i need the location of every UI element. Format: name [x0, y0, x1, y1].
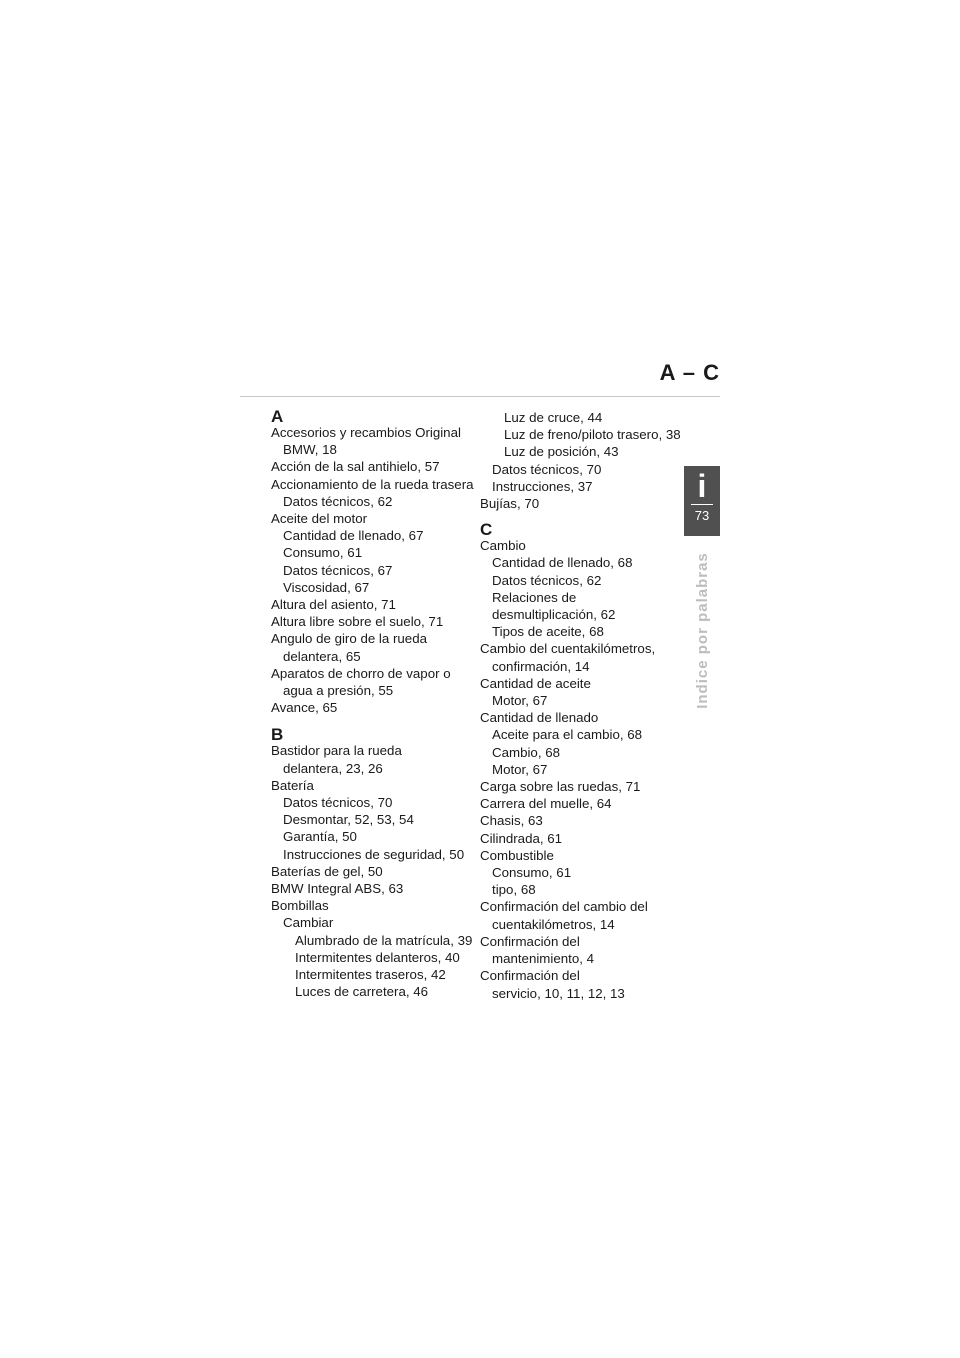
index-subentry: Relaciones de: [492, 589, 577, 605]
index-subentry: Cambiar: [283, 915, 334, 931]
index-subentry: Tipos de aceite, 68: [492, 624, 604, 640]
index-entry: BMW Integral ABS, 63: [271, 881, 404, 897]
index-subentry: mantenimiento, 4: [492, 951, 594, 967]
index-subentry: BMW, 18: [283, 442, 337, 458]
index-subentry: delantera, 65: [283, 648, 361, 664]
index-subentry: Datos técnicos, 70: [283, 795, 393, 811]
index-subentry: Viscosidad, 67: [283, 579, 370, 595]
index-subentry: Desmontar, 52, 53, 54: [283, 812, 414, 828]
index-column-right: [480, 409, 690, 1002]
index-subentry: Luz de freno/piloto trasero, 38: [504, 427, 681, 443]
index-entry: Aceite del motor: [271, 511, 368, 527]
index-subentry: Intermitentes delanteros, 40: [295, 949, 460, 965]
index-subentry: Luces de carretera, 46: [295, 984, 429, 1000]
index-letter-heading: A: [271, 407, 284, 426]
section-label-text: Indice por palabras: [693, 551, 711, 709]
index-entry: Cilindrada, 61: [480, 830, 563, 846]
index-letter-heading: C: [480, 520, 493, 540]
index-entry: Angulo de giro de la rueda: [271, 631, 427, 647]
index-subentry: servicio, 10, 11, 12, 13: [492, 985, 625, 1001]
index-subentry: Datos técnicos, 62: [492, 572, 602, 588]
index-entry: Carrera del muelle, 64: [480, 796, 612, 812]
index-subentry: Aceite para el cambio, 68: [492, 727, 643, 743]
index-entry: Batería: [271, 777, 314, 793]
index-subentry: Instrucciones, 37: [492, 478, 593, 494]
info-icon: i: [697, 468, 707, 504]
index-subentry: delantera, 23, 26: [283, 760, 383, 776]
index-subentry: Luz de posición, 43: [504, 444, 619, 460]
index-subentry: Intermitentes traseros, 42: [295, 967, 446, 983]
index-subentry: cuentakilómetros, 14: [492, 916, 615, 932]
index-column-left: [271, 409, 475, 1001]
index-subentry: agua a presión, 55: [283, 683, 394, 699]
index-entry: Acción de la sal antihielo, 57: [271, 459, 440, 475]
page-title: A – C: [659, 360, 720, 385]
index-subentry: Consumo, 61: [492, 865, 572, 881]
index-entry: Accesorios y recambios Original: [271, 425, 461, 440]
index-subentry: Consumo, 61: [283, 545, 363, 561]
index-subentry: confirmación, 14: [492, 658, 590, 674]
index-entry: Altura del asiento, 71: [271, 597, 396, 613]
index-subentry: Datos técnicos, 70: [492, 461, 602, 477]
index-subentry: Motor, 67: [492, 761, 548, 777]
heading-divider: [240, 396, 720, 397]
index-entry: Confirmación del: [480, 933, 580, 949]
index-entry: Bujías, 70: [480, 496, 540, 512]
index-entry: Avance, 65: [271, 700, 338, 716]
index-entry: Baterías de gel, 50: [271, 863, 383, 879]
index-subentry: tipo, 68: [492, 882, 536, 898]
index-subentry: desmultiplicación, 62: [492, 607, 616, 623]
index-subentry: Datos técnicos, 62: [283, 493, 393, 509]
index-letter-heading: B: [271, 725, 284, 745]
index-entry: Aparatos de chorro de vapor o: [271, 665, 451, 681]
index-entry: Accionamiento de la rueda trasera: [271, 476, 474, 492]
page-number: 73: [694, 508, 710, 523]
index-subentry: Alumbrado de la matrícula, 39: [295, 932, 473, 948]
index-subentry: Cantidad de llenado, 68: [492, 555, 633, 571]
index-entry: Altura libre sobre el suelo, 71: [271, 614, 444, 630]
index-subentry: Motor, 67: [492, 693, 548, 709]
index-subentry: Datos técnicos, 67: [283, 562, 393, 578]
index-entry: Confirmación del cambio del: [480, 899, 648, 915]
index-subentry: Luz de cruce, 44: [504, 410, 603, 425]
index-entry: Cantidad de aceite: [480, 675, 591, 691]
index-entry: Bastidor para la rueda: [271, 743, 402, 759]
index-subentry: Cantidad de llenado, 67: [283, 528, 424, 544]
index-entry: Cambio: [480, 538, 526, 554]
index-entry: Carga sobre las ruedas, 71: [480, 779, 641, 795]
index-entry: Cantidad de llenado: [480, 710, 599, 726]
index-subentry: Garantía, 50: [283, 829, 357, 845]
index-subentry: Cambio, 68: [492, 744, 560, 760]
index-entry: Confirmación del: [480, 968, 580, 984]
index-entry: Chasis, 63: [480, 813, 543, 829]
index-subentry: Instrucciones de seguridad, 50: [283, 846, 465, 862]
index-entry: Cambio del cuentakilómetros,: [480, 641, 656, 657]
index-entry: Combustible: [480, 847, 554, 863]
index-entry: Bombillas: [271, 898, 329, 914]
tab-divider: [691, 504, 713, 505]
